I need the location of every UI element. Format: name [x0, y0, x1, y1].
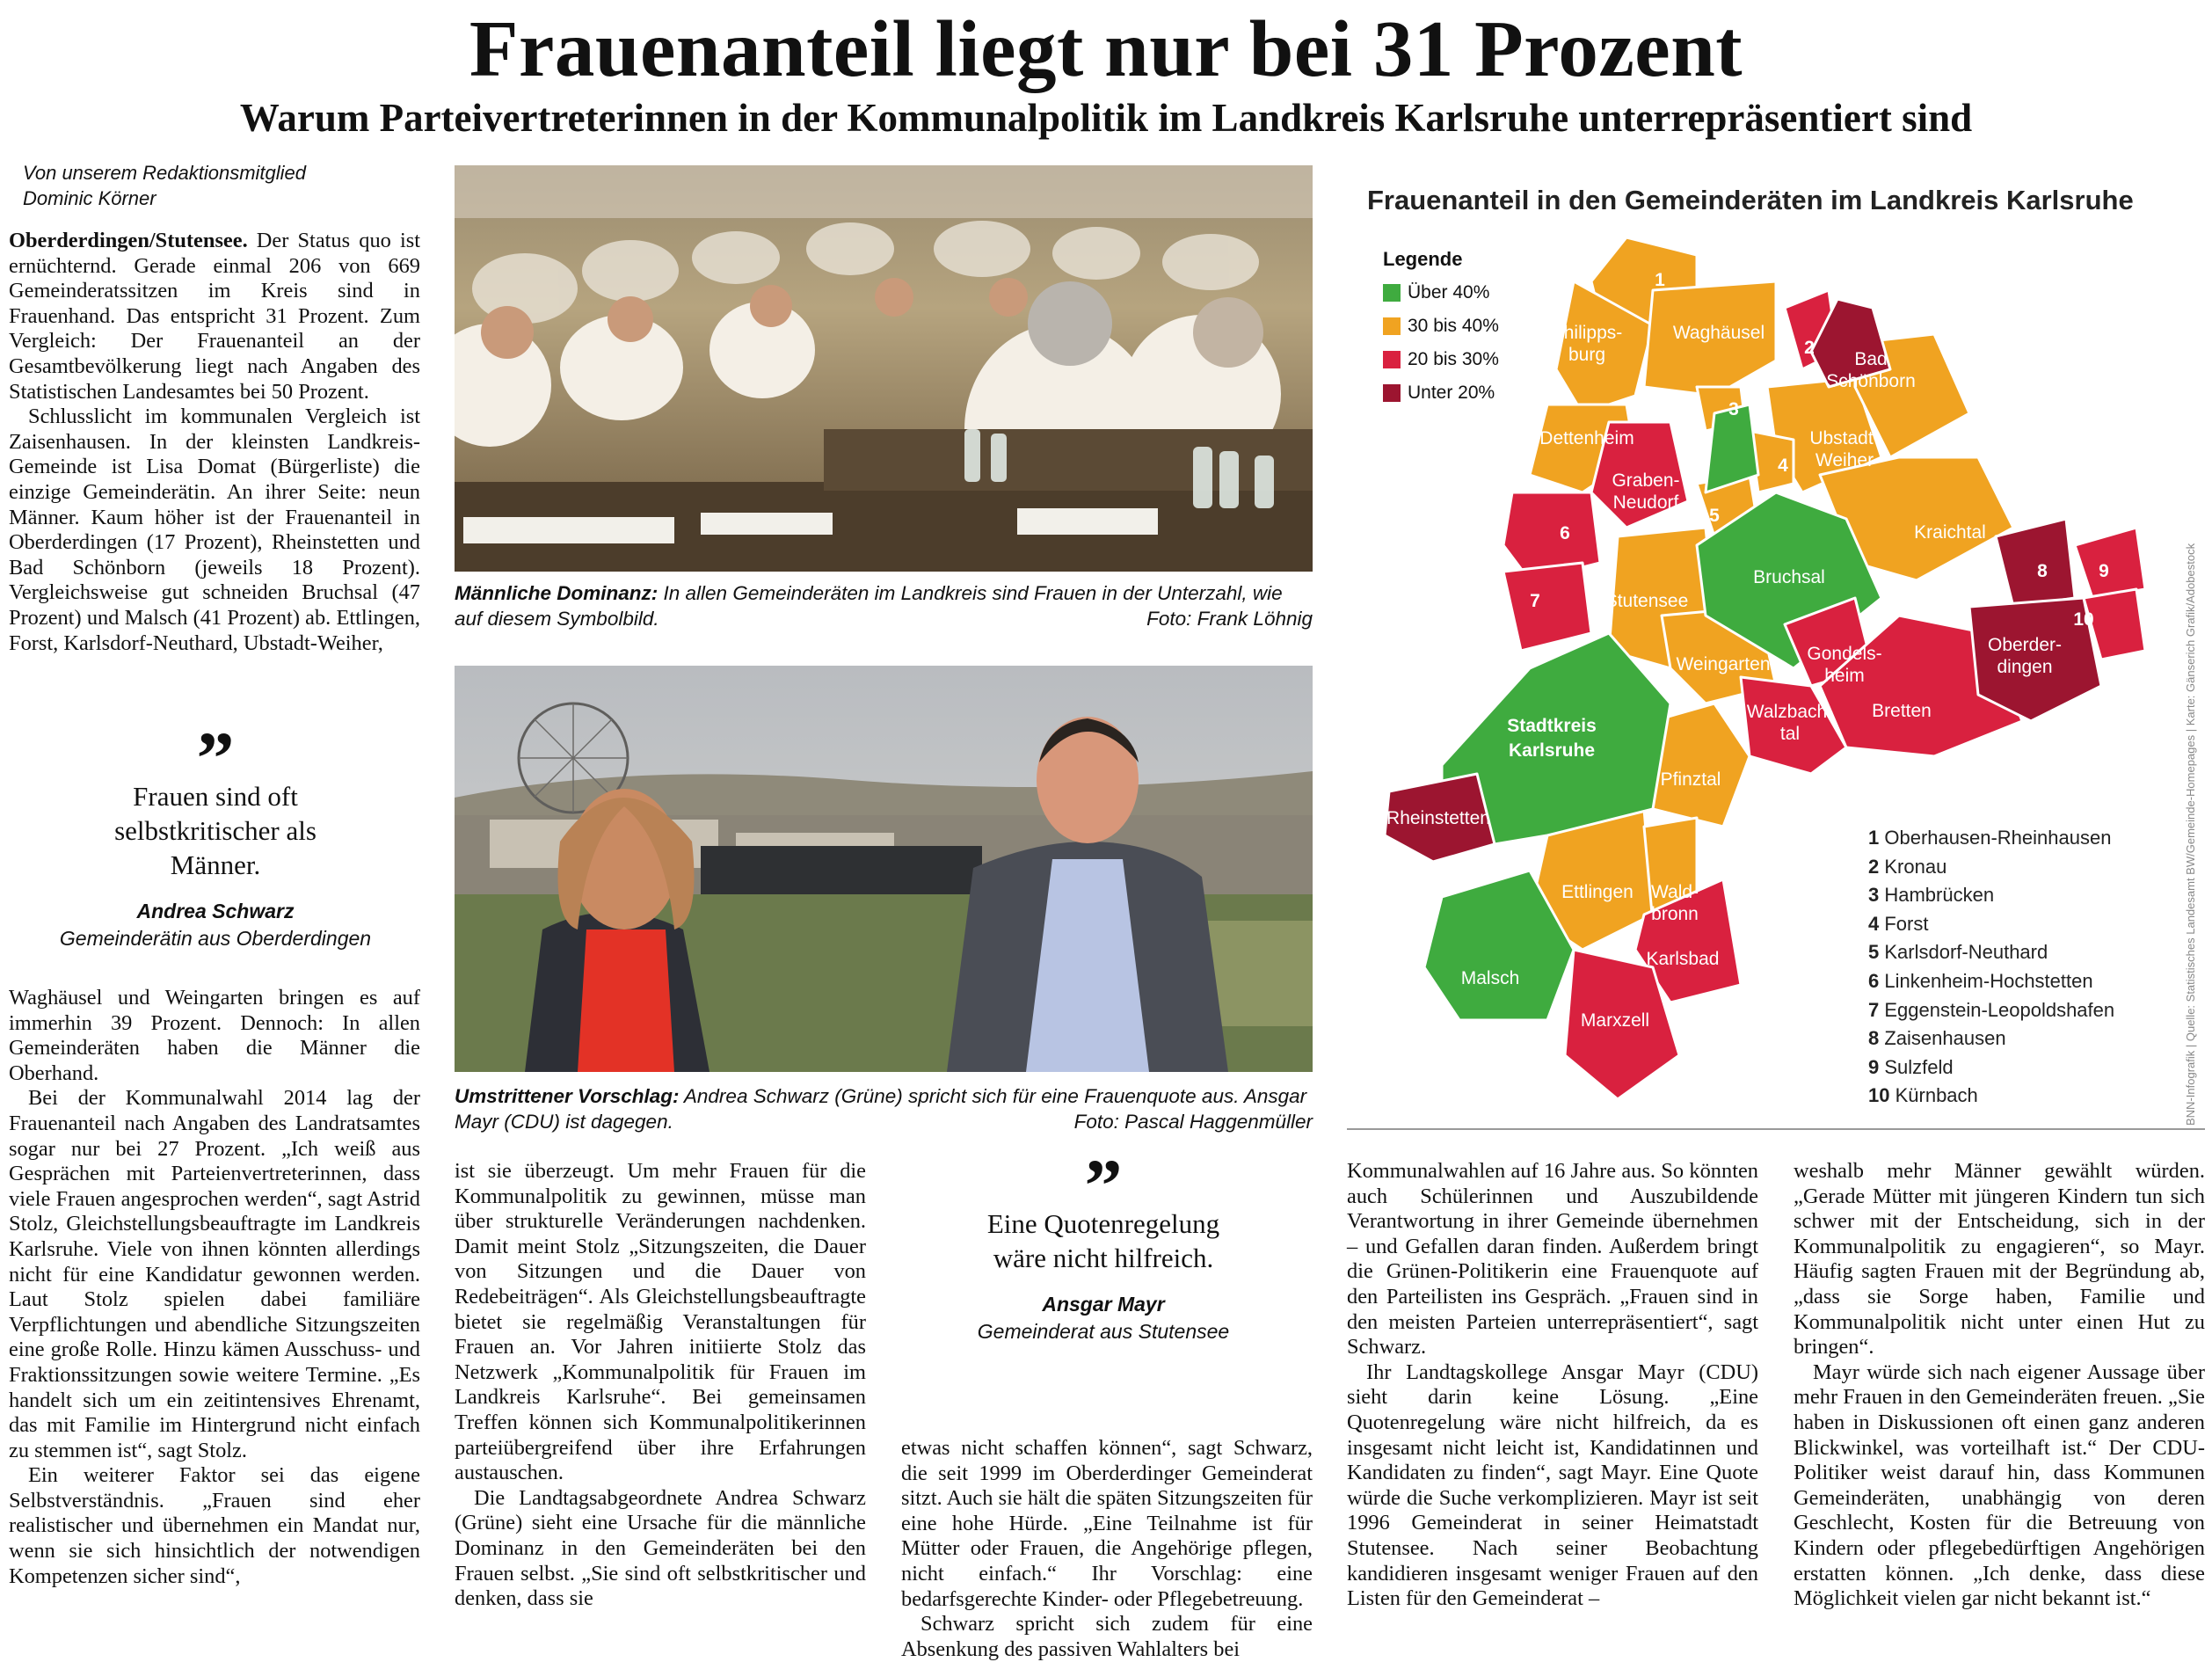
- region-sulzfeld: [2075, 528, 2145, 598]
- paragraph: ist sie überzeugt. Um mehr Frauen für die Kommunalpolitik zu gewinnen, müsse man über strukturelle Veränderungen nachdenken. Damit meint Stolz „Sitzungszeiten, die Dauer von Sitzungen und die Dauer von Redebeiträgen“. Als Gleichstellungsbeauftragte bietet sie regelmäßig Veranstaltungen für Frauen an. Vor Jahren initiierte Stolz das Netzwerk „Kommunalpolitik für Frauen im Landkreis Karlsruhe“. Bei gemeinsamen Treffen können sich Kommunalpolitikerinnen parteiübergreifend über ihre Erfahrungen austauschen.: [455, 1159, 866, 1485]
- pull-quote-text: Frauen sind oft selbstkritischer als Männer.: [114, 781, 317, 880]
- map-title: Frauenanteil in den Gemeinderäten im Landkreis Karlsruhe: [1367, 185, 2134, 215]
- map-label: Bruchsal: [1753, 567, 1825, 587]
- map-label: Graben-: [1612, 470, 1680, 491]
- subheadline: Warum Parteivertreterinnen in der Kommunalpolitik im Landkreis Karlsruhe unterrepräsentiert sind: [239, 96, 1973, 140]
- byline: [23, 160, 420, 211]
- map-label: Karlsruhe: [1508, 740, 1596, 761]
- map-label: Malsch: [1460, 968, 1520, 988]
- legend-label: 20 bis 30%: [1408, 349, 1499, 369]
- map-label: 7: [1530, 591, 1540, 611]
- map-label: Stutensee: [1604, 591, 1689, 611]
- map-label: Rheinstetten: [1386, 808, 1490, 828]
- region-eggenstein: [1503, 563, 1591, 651]
- map-label: Wald-: [1650, 882, 1699, 902]
- legend-label: Unter 20%: [1408, 383, 1495, 403]
- map-label: 6: [1560, 523, 1570, 543]
- paragraph: Die Landtagsabgeordnete Andrea Schwarz (Grüne) sieht eine Ursache für die männliche Dominanz in den Gemeinderäten bei den Frauen selbst. „Sie sind oft selbstkritischer und denken, dass sie: [455, 1485, 866, 1611]
- map-label: 3: [1728, 399, 1739, 419]
- map-label: 1: [1655, 270, 1665, 290]
- paragraph: Bei der Kommunalwahl 2014 lag der Frauenanteil nach Angaben des Landratsamtes sogar nur bei 27 Prozent. „Ich weiß aus Gesprächen mit Parteienvertreterinnen, dass viele Frauen angesprochen werden“, sagt Astrid Stolz, Gleichstellungsbeauftragte im Landkreis Karlsruhe. Viele von ihnen könnten allerdings nicht für eine Kandidatur gewonnen werden. Laut Stolz spielen dabei familiäre Verpflichtungen und abendliche Sitzungszeiten eine große Rolle. Hinzu kämen Ausschuss- und Fraktionssitzungen sowie weitere Termine. „Es handelt sich um ein zeitintensives Ehrenamt, das mit Familie im Hintergrund nicht einfach zu stemmen ist“, sagt Stolz.: [9, 1086, 420, 1462]
- map-label: Ubstadt-: [1809, 428, 1880, 448]
- map-label: 5: [1709, 506, 1720, 526]
- article-column-3: [901, 1436, 1313, 1662]
- map-label: bronn: [1651, 904, 1699, 924]
- dateline: Oberderdingen/Stutensee.: [9, 229, 248, 252]
- paragraph: Schwarz spricht sich zudem für eine Absenkung des passiven Wahlalters bei: [901, 1612, 1313, 1661]
- photo-politicians: [455, 666, 1313, 1072]
- politicians-image: [455, 666, 1313, 1072]
- pull-quote-role: Gemeinderat aus Stutensee: [977, 1320, 1230, 1343]
- map-label: Karlsbad: [1646, 949, 1720, 969]
- map-label: Ettlingen: [1561, 882, 1634, 902]
- numbered-list-item: 3 Hambrücken: [1868, 884, 1995, 907]
- article-column-4: [1347, 1159, 1758, 1612]
- photo-credit: Foto: Pascal Haggenmüller: [1073, 1111, 1313, 1133]
- paragraph: Ein weiterer Faktor sei das eigene Selbstverständnis. „Frauen sind eher realistischer und übernehmen ein Mandat nur, wenn sie sich hinsichtlich der notwendigen Kompetenzen sicher sind“,: [9, 1463, 420, 1588]
- quote-mark-icon: ”: [1084, 1159, 1123, 1203]
- map-label: 4: [1778, 456, 1788, 476]
- map-label: Weingarten: [1676, 654, 1771, 674]
- map-label: Pfinztal: [1660, 769, 1721, 790]
- numbered-list-item: 4 Forst: [1868, 912, 1929, 935]
- caption-photo-1: [455, 580, 1313, 631]
- map-label: Bad: [1854, 349, 1888, 369]
- numbered-list-item: 10 Kürnbach: [1868, 1084, 1978, 1107]
- district-map: [1372, 229, 2198, 1108]
- map-label: heim: [1824, 666, 1865, 686]
- numbered-list-item: 1 Oberhausen-Rheinhausen: [1868, 827, 2112, 849]
- caption-lead: Männliche Dominanz:: [455, 582, 659, 604]
- headline: Frauenanteil liegt nur bei 31 Prozent: [469, 4, 1743, 93]
- numbered-list-item: 8 Zaisenhausen: [1868, 1027, 2006, 1050]
- map-source: BNN-Infografik | Quelle: Statistisches Landesamt BW/Gemeinde-Homepages | Karte: Gänserich Grafik/Adobestock: [2184, 543, 2197, 1126]
- map-label: Philipps-: [1551, 323, 1623, 343]
- article-column-5: [1794, 1159, 2205, 1612]
- paragraph: Mayr würde sich nach eigener Aussage über mehr Frauen in den Gemeinderäten freuen. „Sie haben in Diskussionen oft einen ganz anderen Blickwinkel, was vorteilhaft ist.“ Der CDU-Politiker weist darauf hin, dass Kommunen Gemeinderäten, unabhängig von deren Geschlecht, Kosten für die Betreuung von Kindern oder pflegebedürftigen Angehörigen erstatten können. „Ich denke, dass diese Möglichkeit vielen gar nicht bekannt ist.“: [1794, 1359, 2205, 1611]
- paragraph: Kommunalwahlen auf 16 Jahre aus. So könnten auch Schülerinnen und Auszubildende Verantwortung in ihrer Gemeinde übernehmen – und Gefallen daran finden. Außerdem bringt die Grünen-Politikerin eine Frauenquote auf den Parteilisten ins Gespräch. „Frauen sind in den meisten Parteien unterrepräsentiert“, sagt Schwarz.: [1347, 1159, 1758, 1359]
- map-label: Bretten: [1872, 701, 1932, 721]
- map-label: Kraichtal: [1914, 522, 1986, 543]
- article-column-1-continued: [9, 986, 420, 1589]
- map-label: 9: [2099, 561, 2109, 581]
- paragraph: Schlusslicht im kommunalen Vergleich ist Zaisenhausen. In der kleinsten Landkreis-Gemeinde ist Lisa Domat (Bürgerliste) die einzige Gemeinderätin. An ihrer Seite: neun Männer. Kaum höher ist der Frauenanteil in Oberderdingen (17 Prozent), Rheinstetten und Bad Schönborn (jeweils 18 Prozent). Vergleichsweise gut schneiden Bruchsal (47 Prozent) und Malsch (41 Prozent) ab. Ettlingen, Forst, Karlsdorf-Neuthard, Ubstadt-Weiher,: [9, 405, 420, 655]
- map-label: 2: [1804, 338, 1815, 358]
- map-divider: [1347, 1128, 2205, 1130]
- map-label: tal: [1779, 724, 1801, 744]
- article-column-1: [9, 160, 420, 656]
- map-label: Weiher: [1815, 450, 1874, 470]
- map-label: 8: [2037, 561, 2048, 581]
- map-label: Walzbach-: [1746, 702, 1834, 722]
- council-meeting-image: [455, 165, 1313, 572]
- caption-text: Andrea Schwarz (Grüne) spricht sich für eine Frauenquote aus. Ansgar Mayr (CDU) ist dagegen.: [455, 1085, 1307, 1133]
- paragraph: [9, 229, 420, 405]
- map-label: Stadtkreis: [1507, 716, 1597, 736]
- numbered-list-item: 5 Karlsdorf-Neuthard: [1868, 941, 2048, 964]
- map-label: Marxzell: [1580, 1010, 1650, 1031]
- paragraph-text: Der Status quo ist ernüchternd. Gerade einmal 206 von 669 Gemeinderatssitzen im Kreis sind in Frauenhand. Das entspricht 31 Prozent. Zum Vergleich: Der Frauenanteil an der Gesamtbevölkerung liegt nach Angaben des Statistischen Landesamtes bei 50 Prozent.: [9, 229, 420, 404]
- paragraph: Ihr Landtagskollege Ansgar Mayr (CDU) sieht darin keine Lösung. „Eine Quotenregelung wäre nicht hilfreich, da es insgesamt nicht leicht ist, Kandidatinnen und Kandidaten zu finden“, sagt Mayr. Eine Quote würde die Suche verkomplizieren. Mayr ist seit 1996 Gemeinderat in seiner Heimatstadt Stutensee. Nach seiner Beobachtung kandidieren insgesamt weniger Frauen auf den Listen für den Gemeinderat –: [1347, 1359, 1758, 1611]
- numbered-list-item: 6 Linkenheim-Hochstetten: [1868, 969, 2093, 992]
- map-label: dingen: [1997, 657, 2053, 677]
- paragraph: Waghäusel und Weingarten bringen es auf immerhin 39 Prozent. Dennoch: In allen Gemeinderäten haben die Männer die Oberhand.: [9, 986, 420, 1085]
- paragraph: etwas nicht schaffen können“, sagt Schwarz, die seit 1999 im Oberderdinger Gemeinderat sitzt. Auch sie hält die späten Sitzungszeiten für eine hohe Hürde. „Eine Teilnahme ist für Mütter oder Frauen, die Angehörige pflegen, nicht einfach.“ Ihr Vorschlag: eine bedarfsgerechte Kinder- oder Pflegebetreuung.: [901, 1436, 1313, 1611]
- map-label: Östringen: [1955, 427, 2036, 448]
- caption-photo-2: [455, 1083, 1313, 1134]
- byline-line-1: Von unserem Redaktionsmitglied: [23, 162, 307, 184]
- caption-lead: Umstrittener Vorschlag:: [455, 1085, 680, 1107]
- legend-title: Legende: [1383, 248, 1463, 270]
- photo-council-meeting: [455, 165, 1313, 572]
- legend-label: Über 40%: [1408, 282, 1490, 303]
- pull-quote-role: Gemeinderätin aus Oberderdingen: [59, 927, 372, 950]
- pull-quote-schwarz: [26, 732, 404, 951]
- map-label: Waghäusel: [1672, 323, 1765, 343]
- map-label: Oberder-: [1987, 635, 2063, 655]
- map-label: Dettenheim: [1539, 428, 1634, 448]
- numbered-list-item: 7 Eggenstein-Leopoldshafen: [1868, 998, 2115, 1021]
- article-column-2: [455, 1159, 866, 1612]
- quote-mark-icon: ”: [196, 732, 235, 776]
- legend-label: 30 bis 40%: [1408, 316, 1499, 336]
- numbered-list-item: 9 Sulzfeld: [1868, 1055, 1954, 1078]
- map-label: 10: [2073, 609, 2094, 630]
- byline-author: Dominic Körner: [23, 187, 156, 209]
- photo-credit: Foto: Frank Löhnig: [1146, 608, 1313, 630]
- caption-text: In allen Gemeinderäten im Landkreis sind Frauen in der Unterzahl, wie auf diesem Symbolbild.: [455, 582, 1283, 630]
- pull-quote-name: Ansgar Mayr: [1042, 1293, 1165, 1316]
- map-label: Gondels-: [1807, 644, 1882, 664]
- map-label: Neudorf: [1612, 492, 1679, 513]
- pull-quote-mayr: [914, 1159, 1292, 1344]
- numbered-list-item: 2 Kronau: [1868, 855, 1947, 878]
- paragraph: weshalb mehr Männer gewählt würden. „Gerade Mütter mit jüngeren Kindern tun sich schwer mit der Entscheidung, sich in der Kommunalpolitik zu engagieren“, so Mayr. Häufig sagten Frauen mit der Begründung ab, „dass sie Sorge haben, Familie und Kommunalpolitik nicht unter einen Hut zu bringen“.: [1794, 1159, 2205, 1359]
- pull-quote-name: Andrea Schwarz: [136, 900, 295, 922]
- map-label: Schönborn: [1826, 371, 1916, 391]
- map-label: burg: [1568, 345, 1606, 365]
- pull-quote-text: Eine Quotenregelung wäre nicht hilfreich.: [986, 1208, 1220, 1273]
